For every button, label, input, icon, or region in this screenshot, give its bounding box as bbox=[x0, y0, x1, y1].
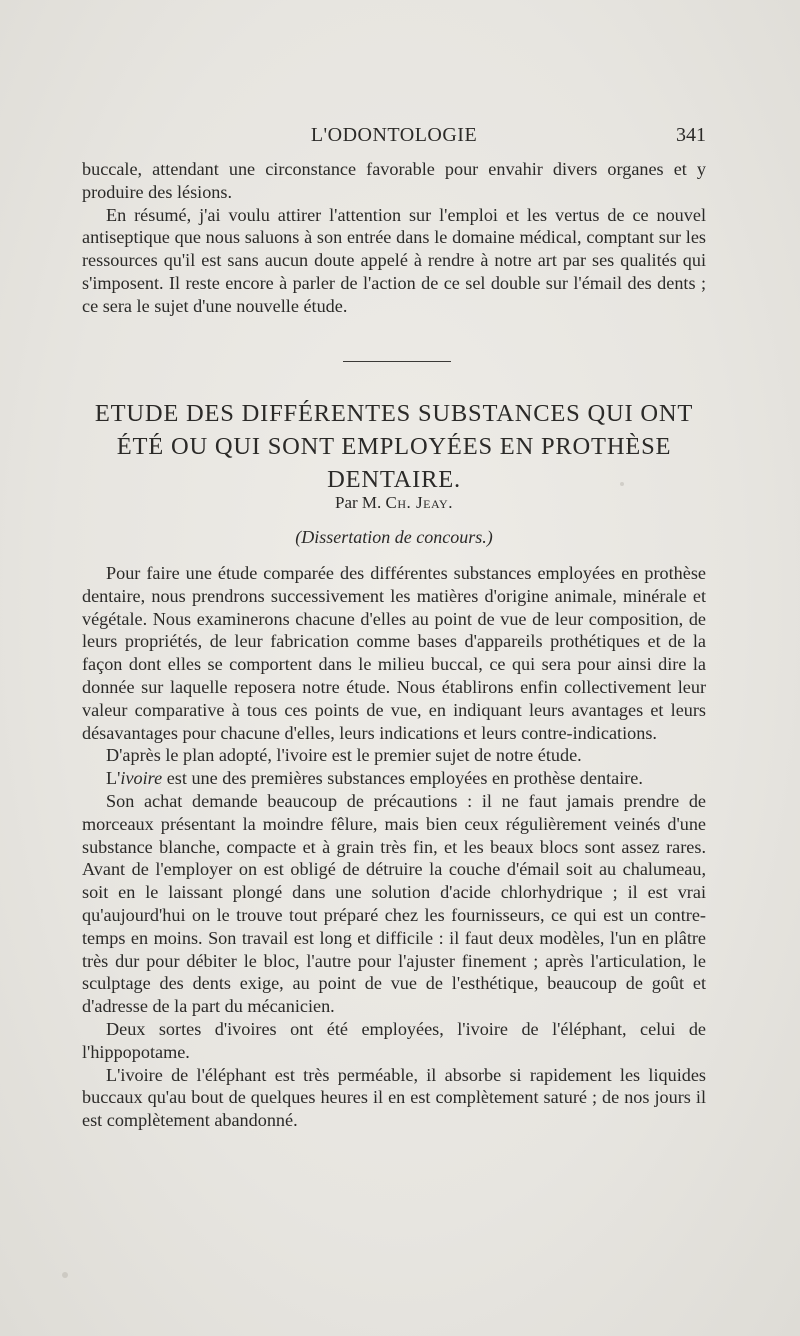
paragraph: D'après le plan adopté, l'ivoire est le premier sujet de notre étude. bbox=[106, 745, 582, 766]
dissertation-note: (Dissertation de concours.) bbox=[295, 527, 493, 547]
paragraph bbox=[82, 767, 706, 790]
paragraph: En résumé, j'ai voulu attirer l'attention sur l'emploi et les vertus de ce nouvel antiseptique que nous saluons à son entrée dans le domaine médical, comptant sur les ressources qu'il est sans aucun doute appelé à rendre à notre art par ses qualités qui s'imposent. Il reste encore à parler de l'action de ce sel double sur l'émail des dents ; ce sera le sujet d'une nouvelle étude. bbox=[82, 204, 706, 316]
paper-spot bbox=[62, 1272, 68, 1278]
title-line: ÉTÉ OU QUI SONT EMPLOYÉES EN PROTHÈSE bbox=[116, 433, 672, 460]
article-body bbox=[82, 562, 706, 1132]
paragraph: Pour faire une étude comparée des différentes substances employées en prothèse dentaire, nous prendrons successivement les matières d'origine animale, minérale et végétale. Nous examinerons chacune d'elles au point de vue de leur composition, de leurs propriétés, de leur fabrication comme bases d'appareils prothétiques et de la façon dont elles se comportent dans le milieu buccal, ce qui sera pour ainsi dire la donnée sur laquelle reposera notre étude. Nous établirons enfin collectivement leur valeur comparative à tous ces points de vue, en indiquant leurs avantages et leurs désavantages pour chacune d'elles, leurs indications et leurs contre-indications. bbox=[82, 563, 706, 743]
text-fragment: L' bbox=[106, 768, 121, 789]
title-line: ETUDE DES DIFFÉRENTES SUBSTANCES QUI ONT bbox=[94, 400, 694, 427]
article-title bbox=[82, 397, 706, 496]
byline bbox=[82, 493, 706, 513]
page-number: 341 bbox=[676, 124, 706, 146]
byline-author: Ch. Jeay. bbox=[385, 493, 453, 512]
running-head bbox=[82, 118, 706, 148]
continued-text bbox=[82, 158, 706, 318]
paragraph: L'ivoire de l'éléphant est très perméable, il absorbe si rapidement les liquides buccaux qu'au bout de quelques heures il en est complètement saturé ; de nos jours il est complètement abandonné. bbox=[82, 1064, 706, 1131]
paragraph: buccale, attendant une circonstance favorable pour envahir divers organes et y produire des lésions. bbox=[82, 159, 706, 202]
running-title: L'ODONTOLOGIE bbox=[310, 124, 478, 146]
text-fragment: est une des premières substances employées en prothèse dentaire. bbox=[162, 768, 643, 789]
paragraph: Deux sortes d'ivoires ont été employées, l'ivoire de l'éléphant, celui de l'hippopotame. bbox=[82, 1018, 706, 1062]
title-line: DENTAIRE. bbox=[327, 466, 461, 493]
italic-term: ivoire bbox=[120, 768, 163, 789]
section-divider bbox=[343, 361, 451, 362]
byline-prefix: Par M. bbox=[335, 493, 386, 512]
paragraph: Son achat demande beaucoup de précautions : il ne faut jamais prendre de morceaux présentant la moindre fêlure, mais bien ceux régulièrement veinés d'une substance blanche, compacte et à grain très fin, et les beaux blocs sont assez rares. Avant de l'employer on est obligé de détruire la couche d'émail soit au chalumeau, soit en le laissant plongé dans une solution d'acide chlorhydrique ; il est vrai qu'aujourd'hui on le trouve tout préparé chez les fournisseurs, ce qui est un contre-temps en moins. Son travail est long et difficile : il faut deux modèles, l'un en plâtre très dur pour débiter le bloc, l'autre pour l'ajuster finement ; après l'articulation, le sculptage des dents exige, au point de vue de l'esthétique, beaucoup de goût et d'adresse de la part du mécanicien. bbox=[82, 790, 706, 1017]
paper-spot bbox=[620, 482, 624, 486]
